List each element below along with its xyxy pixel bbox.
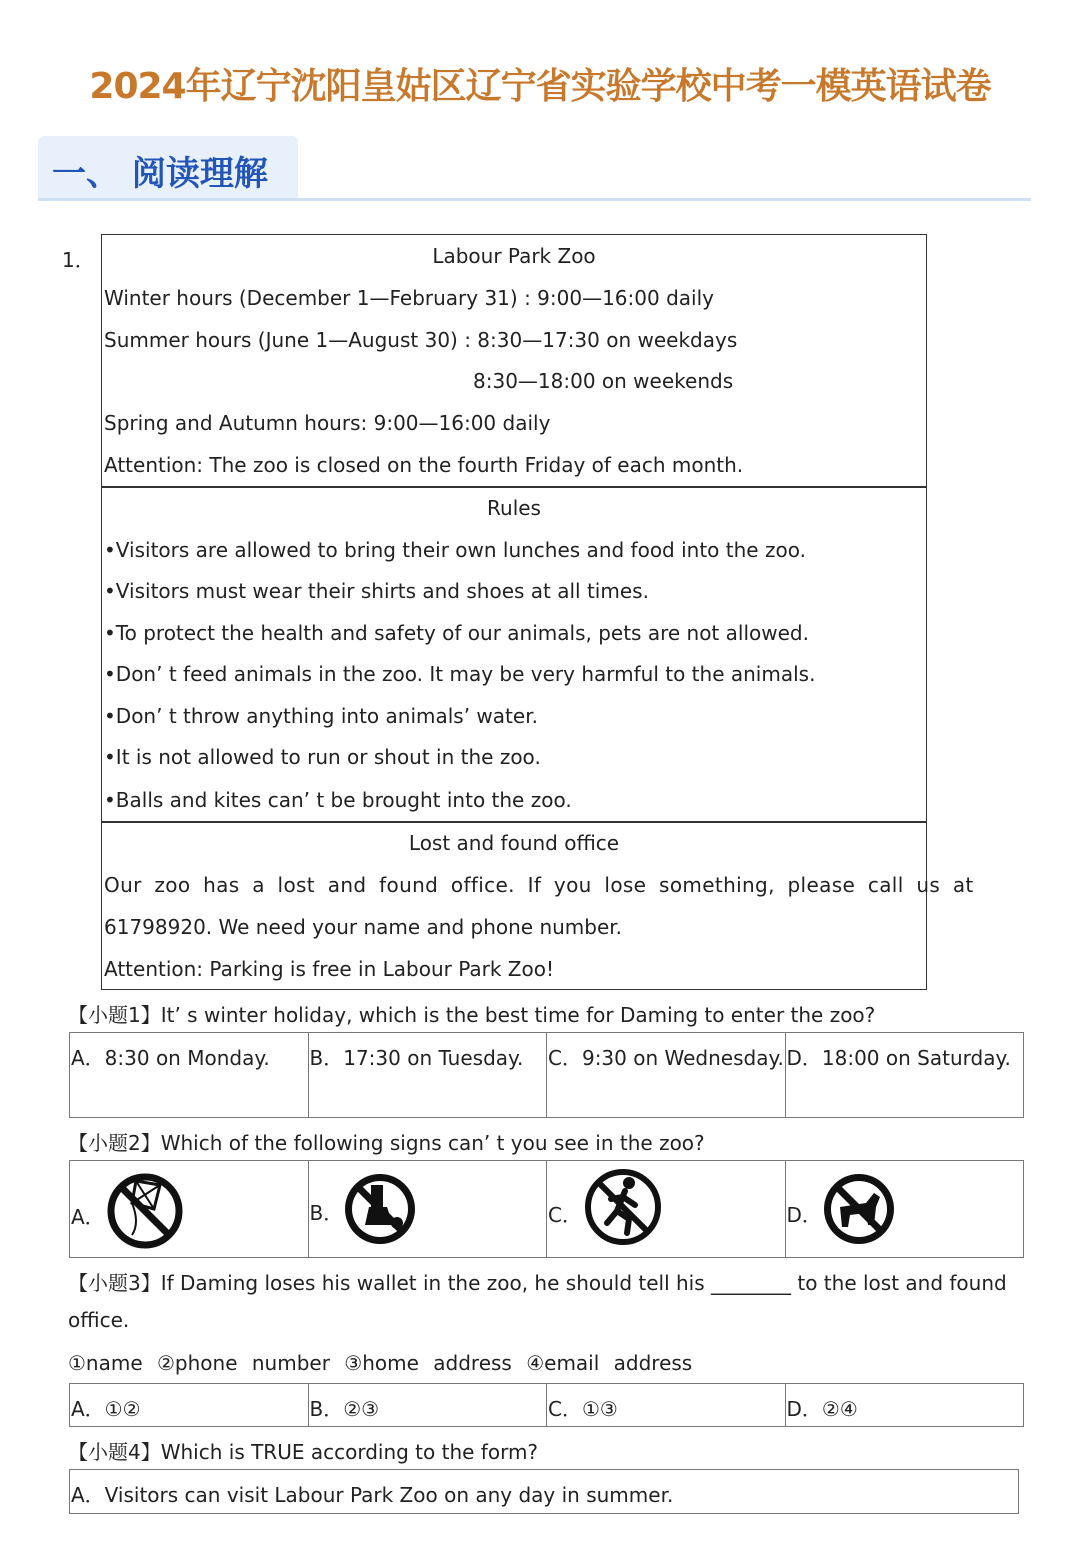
option-label: A． — [71, 1205, 105, 1229]
winter-hours: Winter hours (December 1—February 31) : 9:00—16:00 daily — [104, 286, 714, 310]
option-label: B．②③ — [309, 1397, 380, 1421]
question-4-stem: 【小题4】Which is TRUE according to the form? — [68, 1440, 539, 1464]
rules-heading: Rules — [487, 496, 541, 520]
option-label: C．9:30 on Wednesday. — [548, 1046, 784, 1070]
option-label: C．①③ — [548, 1397, 618, 1421]
question-3-stem: 【小题3】If Daming loses his wallet in the zoo, he should tell his ________ to the lost and found — [68, 1271, 1007, 1295]
option-label: B． — [309, 1201, 344, 1225]
rule-item: •To protect the health and safety of our animals, pets are not allowed. — [104, 621, 809, 645]
option-b[interactable] — [309, 1161, 548, 1257]
summer-weekend-hours: 8:30—18:00 on weekends — [473, 369, 734, 393]
option-c[interactable] — [547, 1033, 786, 1117]
question-number: 1． — [62, 248, 95, 272]
spring-autumn-hours: Spring and Autumn hours: 9:00—16:00 daily — [104, 411, 551, 435]
question-3-choices: ①name ②phone number ③home address ④email address — [68, 1351, 693, 1375]
question-3-options — [69, 1383, 1024, 1427]
question-2-options — [69, 1160, 1024, 1258]
option-b[interactable] — [309, 1384, 548, 1426]
zoo-hours-box — [101, 234, 927, 488]
question-1-options — [69, 1032, 1024, 1118]
option-a[interactable] — [70, 1470, 1018, 1513]
no-running-icon — [583, 1161, 663, 1253]
section-divider — [38, 198, 1031, 201]
lost-found-text-2: 61798920. We need your name and phone number. — [104, 915, 623, 939]
rule-item: •Don’ t feed animals in the zoo. It may be very harmful to the animals. — [104, 662, 816, 686]
option-label: A．8:30 on Monday. — [71, 1046, 270, 1070]
option-a[interactable] — [70, 1161, 309, 1257]
option-label: D．②④ — [786, 1397, 858, 1421]
rule-item: •It is not allowed to run or shout in the zoo. — [104, 745, 541, 769]
question-1-stem: 【小题1】It’ s winter holiday, which is the best time for Daming to enter the zoo? — [68, 1003, 876, 1027]
question-3-stem-continued: office. — [68, 1308, 130, 1332]
option-d[interactable] — [786, 1384, 1024, 1426]
option-a[interactable] — [70, 1384, 309, 1426]
lost-found-text-1: Our zoo has a lost and found office. If you lose something, please call us at — [104, 873, 974, 897]
option-a[interactable] — [70, 1033, 309, 1117]
closing-attention: Attention: The zoo is closed on the fourth Friday of each month. — [104, 453, 744, 477]
no-pets-icon — [820, 1163, 898, 1253]
rules-box — [101, 486, 927, 823]
option-c[interactable] — [547, 1384, 786, 1426]
question-4-options — [69, 1469, 1019, 1514]
exam-title: 2024年辽宁沈阳皇姑区辽宁省实验学校中考一模英语试卷 — [89, 66, 991, 107]
no-littering-icon — [341, 1163, 419, 1253]
no-kite-icon — [106, 1163, 184, 1253]
option-c[interactable] — [547, 1161, 786, 1257]
rule-item: •Visitors are allowed to bring their own lunches and food into the zoo. — [104, 538, 806, 562]
rule-item: •Balls and kites can’ t be brought into the zoo. — [104, 788, 572, 812]
option-label: C． — [548, 1203, 582, 1227]
option-label: A．Visitors can visit Labour Park Zoo on any day in summer. — [71, 1483, 674, 1507]
rule-item: •Visitors must wear their shirts and shoes at all times. — [104, 579, 649, 603]
zoo-name-heading: Labour Park Zoo — [432, 244, 596, 268]
lost-found-heading: Lost and found office — [408, 831, 620, 855]
option-b[interactable] — [309, 1033, 548, 1117]
option-label: B．17:30 on Tuesday. — [309, 1046, 524, 1070]
summer-hours: Summer hours (June 1—August 30) : 8:30—17:30 on weekdays — [104, 328, 738, 352]
option-d[interactable] — [786, 1161, 1024, 1257]
question-2-stem: 【小题2】Which of the following signs can’ t you see in the zoo? — [68, 1131, 705, 1155]
option-label: A．①② — [71, 1397, 141, 1421]
lost-found-box — [101, 821, 974, 990]
option-label: D．18:00 on Saturday. — [786, 1046, 1011, 1070]
parking-attention: Attention: Parking is free in Labour Park Zoo! — [104, 957, 554, 981]
option-d[interactable] — [786, 1033, 1024, 1117]
rule-item: •Don’ t throw anything into animals’ water. — [104, 704, 538, 728]
section-title: 一、 阅读理解 — [52, 154, 268, 194]
option-label: D． — [786, 1203, 822, 1227]
